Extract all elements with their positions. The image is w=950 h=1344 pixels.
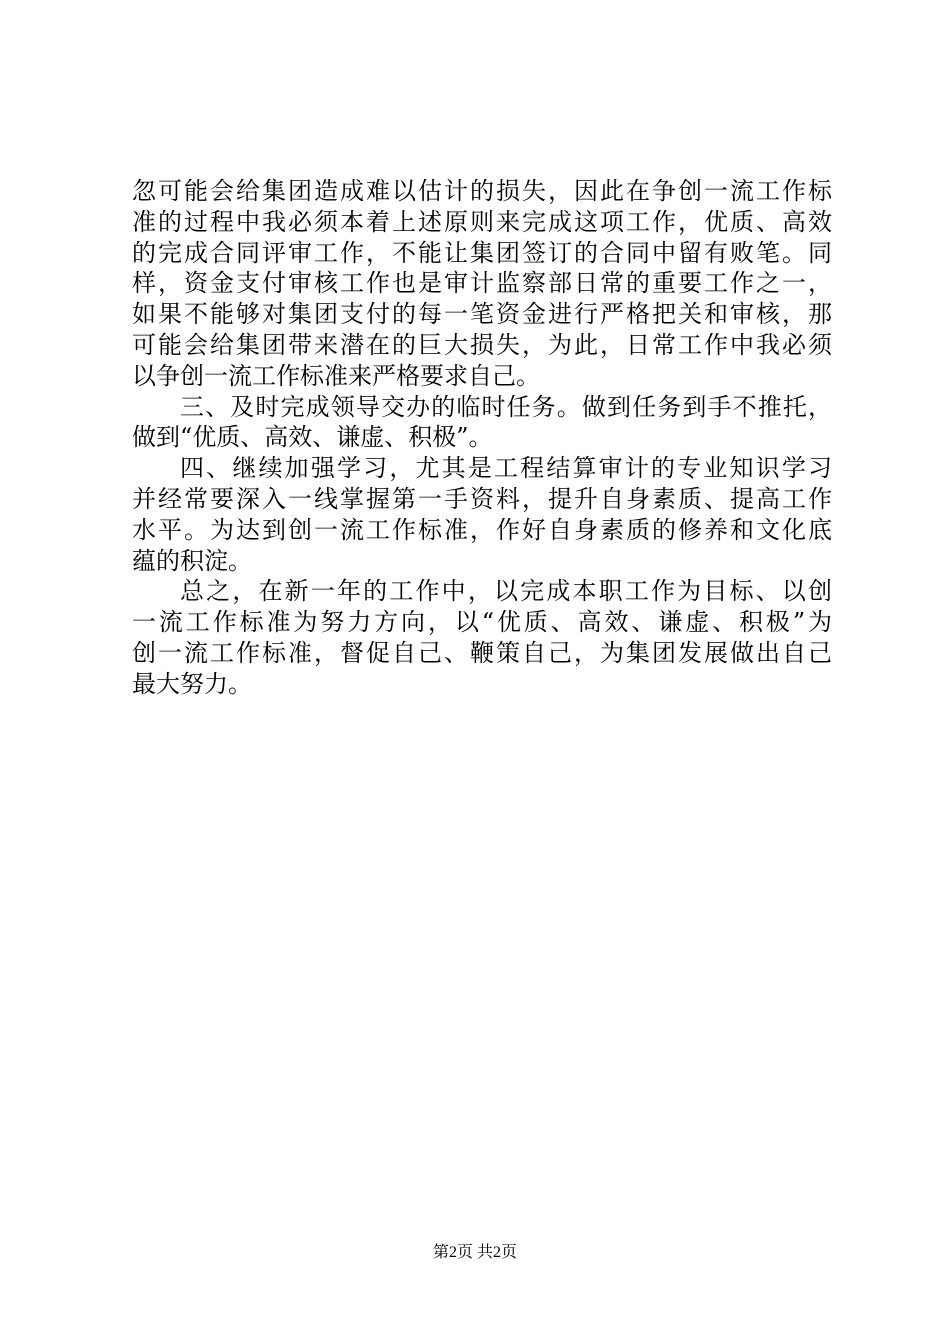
text-line: 以争创一流工作标准来严格要求自己。 — [132, 361, 540, 390]
document-body — [132, 176, 832, 700]
text-line: 做到“优质、高效、谦虚、积极”。 — [132, 423, 493, 452]
text-line: 蕴的积淀。 — [132, 546, 252, 575]
text-line: 的完成合同评审工作，不能让集团签订的合同中留有败笔。同 — [132, 238, 832, 267]
text-line: 并经常要深入一线掌握第一手资料，提升自身素质、提高工作 — [132, 484, 832, 513]
text-line: 水平。为达到创一流工作标准，作好自身素质的修养和文化底 — [132, 515, 832, 544]
text-line: 最大努力。 — [132, 669, 252, 698]
text-line: 可能会给集团带来潜在的巨大损失，为此，日常工作中我必须 — [132, 330, 832, 359]
text-line: 三、及时完成领导交办的临时任务。做到任务到手不推托， — [180, 392, 832, 421]
text-line: 一流工作标准为努力方向，以“优质、高效、谦虚、积极”为 — [132, 608, 832, 637]
text-line: 创一流工作标准，督促自己、鞭策自己，为集团发展做出自己 — [132, 638, 832, 667]
text-line: 四、继续加强学习，尤其是工程结算审计的专业知识学习 — [180, 454, 832, 483]
text-line: 如果不能够对集团支付的每一笔资金进行严格把关和审核，那 — [132, 300, 832, 329]
text-line: 样，资金支付审核工作也是审计监察部日常的重要工作之一， — [132, 269, 832, 298]
text-line: 忽可能会给集团造成难以估计的损失，因此在争创一流工作标 — [132, 177, 832, 205]
page-footer: 第2页 共2页 — [432, 1244, 517, 1261]
text-line: 总之，在新一年的工作中，以完成本职工作为目标、以创 — [180, 577, 832, 606]
text-line: 准的过程中我必须本着上述原则来完成这项工作，优质、高效 — [132, 207, 832, 236]
